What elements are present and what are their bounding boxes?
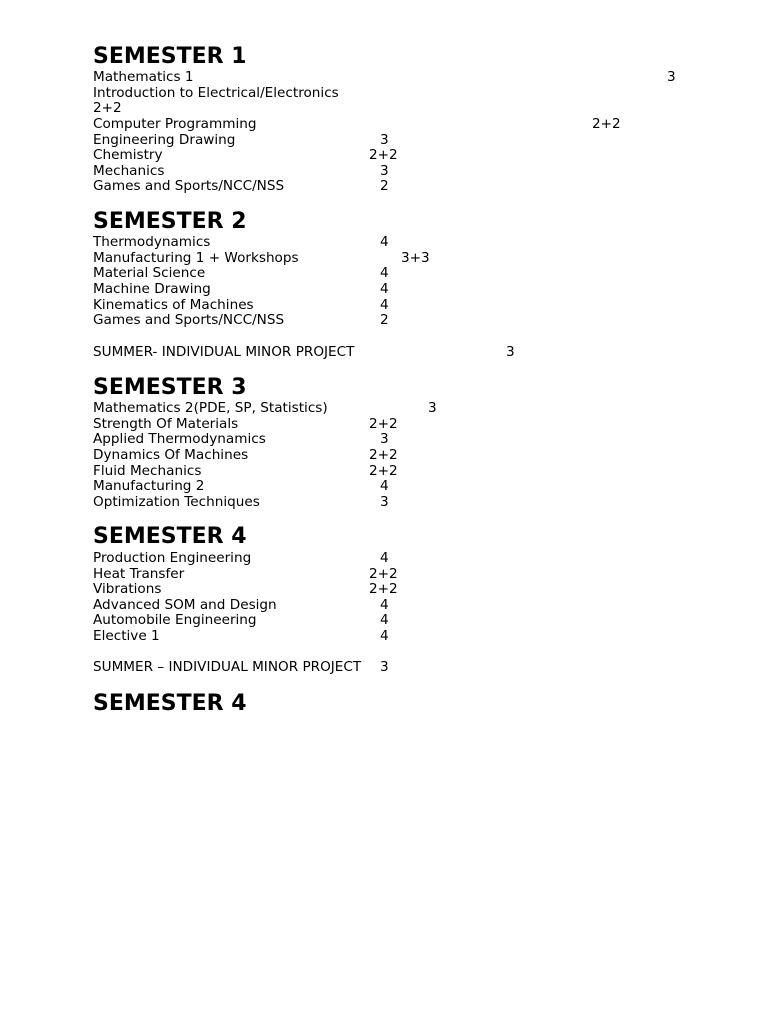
course-name: Games and Sports/NCC/NSS: [93, 178, 285, 194]
course-credits: 4: [380, 234, 389, 250]
course-name: Automobile Engineering: [93, 612, 257, 628]
summer-project-credits: 3: [380, 659, 389, 675]
course-credits: 3: [667, 69, 676, 85]
course-name: Dynamics Of Machines: [93, 447, 249, 463]
course-credits: 3: [380, 132, 389, 148]
course-name: Fluid Mechanics: [93, 463, 202, 479]
course-credits: 3: [428, 400, 437, 416]
course-name: Manufacturing 1 + Workshops: [93, 250, 299, 266]
course-name: Machine Drawing: [93, 281, 211, 297]
course-credits: 2+2: [369, 416, 398, 432]
course-credits: 4: [380, 597, 389, 613]
course-name: Chemistry: [93, 147, 163, 163]
course-credits: 4: [380, 265, 389, 281]
summer-project-credits: 3: [506, 344, 515, 360]
course-credits: 4: [380, 478, 389, 494]
course-credits: 4: [380, 612, 389, 628]
course-credits: 4: [380, 297, 389, 313]
semester-4-heading: SEMESTER 4: [93, 524, 247, 549]
course-credits: 2+2: [369, 147, 398, 163]
course-credits: 3: [380, 163, 389, 179]
semester-heading-last: SEMESTER 4: [93, 691, 247, 716]
course-name: Material Science: [93, 265, 206, 281]
course-name: Introduction to Electrical/Electronics: [93, 85, 339, 101]
course-credits: 2+2: [369, 463, 398, 479]
summer-project-label: SUMMER- INDIVIDUAL MINOR PROJECT: [93, 344, 355, 360]
course-credits: 4: [380, 281, 389, 297]
course-name: Kinematics of Machines: [93, 297, 254, 313]
course-name: Mathematics 1: [93, 69, 194, 85]
course-credits: 4: [380, 550, 389, 566]
course-name: Vibrations: [93, 581, 162, 597]
summer-project-label: SUMMER – INDIVIDUAL MINOR PROJECT: [93, 659, 362, 675]
course-name: Elective 1: [93, 628, 160, 644]
course-credits: 2+2: [592, 116, 621, 132]
semester-1-heading: SEMESTER 1: [93, 44, 247, 69]
course-name: Heat Transfer: [93, 566, 185, 582]
course-credits: 4: [380, 628, 389, 644]
course-name: Optimization Techniques: [93, 494, 260, 510]
course-credits: 2: [380, 312, 389, 328]
course-name: Production Engineering: [93, 550, 252, 566]
course-credits: 2+2: [369, 447, 398, 463]
course-name: Computer Programming: [93, 116, 257, 132]
course-credits: 2: [380, 178, 389, 194]
course-credits: 3: [380, 431, 389, 447]
course-name: Engineering Drawing: [93, 132, 236, 148]
course-name: Mechanics: [93, 163, 165, 179]
course-credits: 2+2: [369, 566, 398, 582]
course-credits: 3+3: [401, 250, 430, 266]
course-name: Manufacturing 2: [93, 478, 205, 494]
course-credits: 2+2: [93, 100, 122, 116]
semester-3-heading: SEMESTER 3: [93, 375, 247, 400]
course-name: Games and Sports/NCC/NSS: [93, 312, 285, 328]
course-name: Advanced SOM and Design: [93, 597, 277, 613]
semester-2-heading: SEMESTER 2: [93, 209, 247, 234]
course-name: Mathematics 2(PDE, SP, Statistics): [93, 400, 328, 416]
course-name: Applied Thermodynamics: [93, 431, 266, 447]
course-credits: 2+2: [369, 581, 398, 597]
course-credits: 3: [380, 494, 389, 510]
course-name: Thermodynamics: [93, 234, 211, 250]
course-name: Strength Of Materials: [93, 416, 239, 432]
